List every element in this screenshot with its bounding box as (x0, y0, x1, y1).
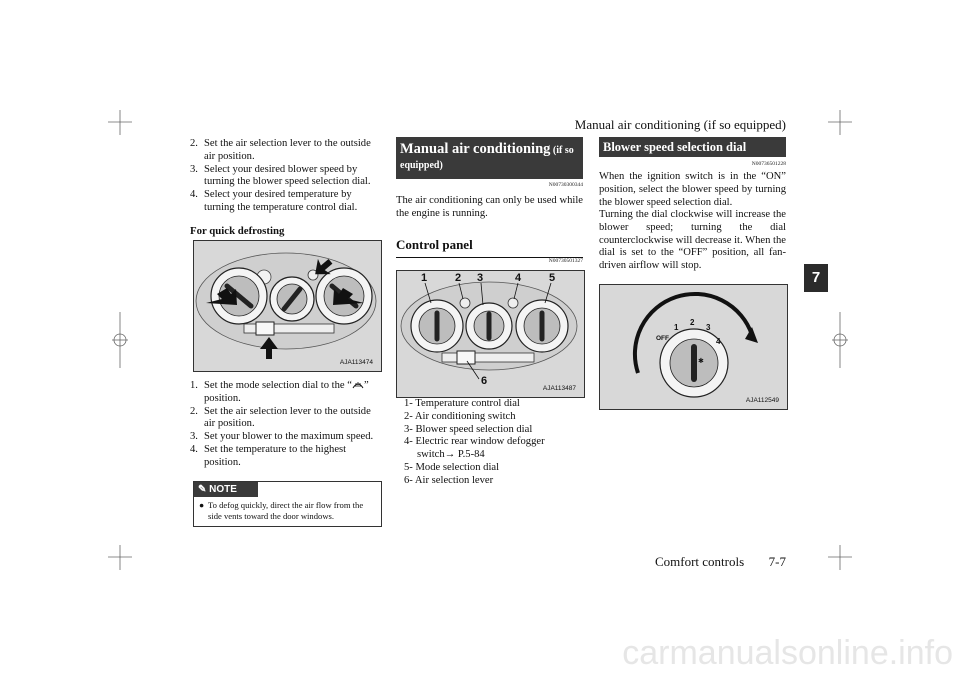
figure-id: AJA113487 (542, 385, 576, 392)
blower-dial-illustration (600, 285, 787, 409)
note-header: ✎ NOTE (194, 482, 258, 497)
callout-1: 1 (421, 272, 428, 284)
note-text: ● To defog quickly, direct the air flow from the side vents toward the door windows. (199, 500, 364, 521)
legend-list (404, 398, 584, 488)
dial-label-3: 3 (706, 323, 711, 332)
page-header: Manual air conditioning (if so equipped) (574, 117, 786, 132)
col1-steps-bottom (190, 380, 380, 470)
legend-item: 3- Blower speed selection dial (404, 423, 533, 435)
step-item: 2. Set the air selection lever to the outside air position. (190, 138, 371, 162)
section-title-bar: Manual air conditioning (if so equipped) (396, 137, 583, 179)
page-footer (600, 554, 786, 570)
col1-steps-top (190, 138, 380, 215)
doc-code: N00730501327 (548, 258, 583, 264)
blower-paragraph-2: Turning the dial clockwise will increase the blower speed; turning the dial counterclockwise will decrease it. When the dial is set to the “OFF” position, all fan-driven airflow will stop. (599, 209, 786, 272)
bullet-icon: ● (199, 500, 205, 510)
callout-6: 6 (481, 375, 488, 387)
callout-2: 2 (455, 272, 462, 284)
chapter-tab: 7 (804, 264, 828, 292)
figure-id: AJA112549 (745, 397, 779, 404)
step-item: 1. Set the mode selection dial to the “ ” position. (190, 380, 369, 404)
control-panel-illustration (397, 271, 584, 397)
svg-text:✱: ✱ (698, 358, 704, 365)
control-panel-heading: Control panel (396, 237, 583, 258)
dial-label-1: 1 (674, 323, 679, 332)
legend-item: 1- Temperature control dial (404, 398, 520, 409)
callout-5: 5 (549, 272, 556, 284)
intro-paragraph: The air conditioning can only be used while the engine is running. (396, 195, 583, 219)
watermark: carmanualsonline.info (622, 634, 953, 672)
step-item: 4. Set the temperature to the highest position. (190, 443, 347, 468)
legend-item: 5- Mode selection dial (404, 461, 500, 473)
control-panel-figure (396, 270, 585, 398)
subheading-quick-defrost: For quick defrosting (190, 225, 285, 237)
step-item: 3. Select your desired blower speed by turning the blower speed selection dial. (190, 163, 371, 188)
step-item: 3. Set your blower to the maximum speed. (190, 431, 374, 443)
blower-title-bar: Blower speed selection dial (599, 137, 786, 157)
step-item: 4. Select your desired temperature by turning the temperature control dial. (190, 189, 358, 213)
blower-paragraph-1: When the ignition switch is in the “ON” position, select the blower speed by turning the blower speed selection dial. (599, 171, 786, 208)
blower-dial-figure (599, 284, 788, 410)
note-box (193, 481, 382, 527)
footer-page-number: 7-7 (768, 554, 786, 569)
defrost-figure (193, 240, 382, 372)
dial-label-off: OFF (656, 335, 669, 342)
doc-code: N00736501228 (751, 161, 786, 167)
callout-3: 3 (477, 272, 484, 284)
footer-section: Comfort controls (654, 554, 745, 569)
legend-item: 6- Air selection lever (404, 474, 494, 486)
legend-item: 2- Air conditioning switch (404, 410, 516, 422)
callout-4: 4 (515, 272, 522, 284)
defrost-icon (352, 380, 364, 389)
note-icon: ✎ (198, 484, 207, 495)
dial-label-2: 2 (690, 318, 695, 327)
defrost-panel-illustration (194, 241, 381, 371)
doc-code: N00730300344 (548, 182, 583, 188)
figure-id: AJA113474 (339, 359, 373, 366)
step-item: 2. Set the air selection lever to the outside air position. (190, 405, 371, 430)
legend-item: 4- Electric rear window defogger switch→ P.5-84 (404, 436, 545, 461)
dial-label-4: 4 (716, 337, 721, 346)
